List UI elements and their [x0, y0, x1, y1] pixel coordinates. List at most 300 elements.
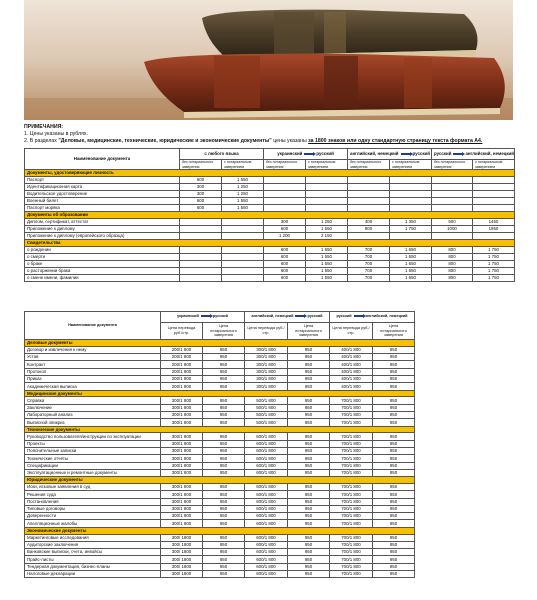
- price-cell: 950: [373, 505, 415, 512]
- price-cell: 300/1 800: [161, 513, 203, 520]
- price-cell: 950: [203, 383, 245, 390]
- price-cell: 950: [288, 469, 330, 476]
- table-row: [25, 483, 415, 490]
- price-cell: 950: [373, 419, 415, 426]
- price-cell: 700/1 800: [330, 498, 373, 505]
- price-cell: 800: [348, 225, 390, 232]
- language-pair-header: [348, 149, 432, 160]
- price-cell: 950: [373, 498, 415, 505]
- price-cell: 950: [288, 375, 330, 382]
- table-row: [25, 197, 515, 204]
- price-cell: 700/1 800: [330, 411, 373, 418]
- price-cell: 950: [203, 520, 245, 527]
- price-cell: 950: [203, 440, 245, 447]
- target-language: английский, немецкий: [465, 151, 514, 157]
- price-cell: 950: [373, 513, 415, 520]
- price-cell: 950: [288, 411, 330, 418]
- column-subheader: Цена перевода руб./стр.: [161, 323, 203, 340]
- document-name-cell: Технические отчёты: [25, 455, 161, 462]
- price-cell: 200/1 800: [161, 368, 203, 375]
- notes-title: ПРИМЕЧАНИЯ:: [24, 124, 64, 130]
- section-header-row: [25, 426, 415, 433]
- price-cell: [390, 232, 432, 239]
- price-cell: 700: [348, 246, 390, 253]
- price-cell: 600/1 800: [245, 433, 288, 440]
- price-cell: 300/1 800: [161, 419, 203, 426]
- table-row: [25, 505, 415, 512]
- price-cell: 300/ 1800: [161, 534, 203, 541]
- price-cell: 300/1 800: [161, 498, 203, 505]
- price-cell: 300: [180, 190, 222, 197]
- price-cell: 700/1 800: [330, 556, 373, 563]
- price-cell: 800: [432, 260, 473, 267]
- price-cell: 300/1 800: [161, 397, 203, 404]
- notes-line-2-mid: цены указаны: [271, 138, 309, 144]
- price-cell: [306, 204, 348, 211]
- column-subheader: Цена нотариального заверения: [288, 323, 330, 340]
- price-cell: 1 650: [390, 253, 432, 260]
- price-cell: [432, 204, 473, 211]
- document-name-cell: Приказ: [25, 375, 161, 382]
- price-cell: 700/1 800: [330, 447, 373, 454]
- price-table-specialized-documents: [24, 311, 415, 578]
- document-name-cell: о рождении: [25, 246, 180, 253]
- document-name-cell: Академическая выписка: [25, 383, 161, 390]
- price-cell: [390, 204, 432, 211]
- table-row: [25, 411, 415, 418]
- price-cell: [180, 225, 222, 232]
- price-cell: 950: [373, 404, 415, 411]
- document-name-cell: Прайс-листы: [25, 556, 161, 563]
- price-cell: 300/ 1800: [161, 563, 203, 570]
- price-cell: 950: [203, 375, 245, 382]
- document-name-cell: Тендерная документация, бизнес-планы: [25, 563, 161, 570]
- document-name-cell: Руководство пользователя/инструкции по эксплуатации: [25, 433, 161, 440]
- price-cell: [264, 183, 306, 190]
- price-cell: [348, 183, 390, 190]
- table-row: [25, 541, 415, 548]
- document-name-cell: Выписной эпикриз: [25, 419, 161, 426]
- document-name-cell: Банковские выписки, счета, инвойсы: [25, 549, 161, 556]
- price-cell: [432, 190, 473, 197]
- source-language: английский, немецкий: [251, 314, 294, 319]
- table-row: [25, 190, 515, 197]
- price-cell: 600: [180, 197, 222, 204]
- source-language: с любого языка: [204, 151, 239, 157]
- price-cell: 1 750: [473, 260, 515, 267]
- price-cell: 300/1 800: [161, 433, 203, 440]
- table-row: [25, 354, 415, 361]
- price-cell: 1 550: [222, 204, 264, 211]
- column-subheader: Цена нотариального заверения: [373, 323, 415, 340]
- price-cell: 800: [432, 253, 473, 260]
- table-row: [25, 204, 515, 211]
- section-header-row: [25, 527, 415, 534]
- column-header-document-name: Наименование документа: [25, 149, 180, 170]
- target-language: английский, немецкий: [365, 314, 408, 319]
- table-row: [25, 183, 515, 190]
- price-cell: 300/1 800: [245, 361, 288, 368]
- price-cell: 600: [264, 274, 306, 281]
- source-language: украинский: [177, 314, 199, 319]
- price-cell: 1 550: [222, 197, 264, 204]
- price-cell: 950: [373, 361, 415, 368]
- price-cell: 950: [373, 483, 415, 490]
- notes-line-2-highlight: за 1800 знаков или одну стандартную страницу текста формата А4.: [308, 138, 483, 144]
- price-cell: 950: [203, 571, 245, 578]
- old-books-photo: [24, 0, 513, 120]
- price-cell: [432, 197, 473, 204]
- price-cell: 600/1 800: [245, 440, 288, 447]
- price-cell: 950: [203, 419, 245, 426]
- price-cell: 950: [288, 513, 330, 520]
- price-cell: [473, 176, 515, 183]
- document-name-cell: Идентификационная карта: [25, 183, 180, 190]
- price-cell: 300/1 800: [161, 404, 203, 411]
- price-cell: 700/1 800: [330, 440, 373, 447]
- notes-line-2-prefix: 2. В разделах: [24, 138, 59, 144]
- price-cell: 400: [348, 218, 390, 225]
- price-cell: 950: [203, 354, 245, 361]
- price-cell: 600/1 800: [245, 498, 288, 505]
- section-title: Технические документы: [25, 426, 415, 433]
- price-cell: 950: [203, 361, 245, 368]
- table-row: [25, 455, 415, 462]
- price-cell: 1950: [473, 225, 515, 232]
- price-cell: 1 650: [390, 260, 432, 267]
- price-cell: 950: [288, 455, 330, 462]
- price-cell: 1450: [473, 218, 515, 225]
- price-cell: 600/1 800: [245, 469, 288, 476]
- price-cell: [473, 204, 515, 211]
- price-cell: 500: [432, 218, 473, 225]
- price-cell: [222, 260, 264, 267]
- price-cell: 200/1 800: [161, 354, 203, 361]
- price-cell: 700/1 800: [330, 520, 373, 527]
- column-header-document-name: Наименование документа: [25, 312, 161, 340]
- table-row: [25, 375, 415, 382]
- column-subheader: с нотариальным заверением: [473, 160, 515, 170]
- language-pair-header: [161, 312, 245, 323]
- price-cell: [348, 232, 390, 239]
- price-cell: 950: [288, 498, 330, 505]
- price-cell: 400/1 800: [330, 361, 373, 368]
- price-cell: 950: [288, 549, 330, 556]
- price-cell: 300/1 800: [161, 455, 203, 462]
- price-cell: 700/1 800: [330, 513, 373, 520]
- price-cell: 600/1 800: [245, 556, 288, 563]
- price-cell: 950: [288, 361, 330, 368]
- price-table-personal-documents: [24, 148, 515, 282]
- section-title: Экономические документы: [25, 527, 415, 534]
- section-header-row: [25, 170, 515, 177]
- price-cell: 950: [373, 447, 415, 454]
- price-cell: 1 250: [222, 190, 264, 197]
- price-cell: 1 550: [222, 176, 264, 183]
- table-row: [25, 368, 415, 375]
- price-cell: 950: [203, 346, 245, 353]
- price-cell: 950: [203, 455, 245, 462]
- price-cell: 300/1 800: [161, 491, 203, 498]
- price-cell: 700/1 800: [330, 534, 373, 541]
- notes-line-2: [24, 138, 514, 145]
- table-row: [25, 361, 415, 368]
- price-cell: 400/1 800: [330, 368, 373, 375]
- table-row: [25, 513, 415, 520]
- price-cell: 800: [432, 267, 473, 274]
- price-cell: [390, 197, 432, 204]
- price-cell: 700/1 800: [330, 571, 373, 578]
- price-cell: 950: [373, 375, 415, 382]
- price-cell: [180, 232, 222, 239]
- price-cell: 300/1 800: [161, 520, 203, 527]
- price-cell: 800: [432, 246, 473, 253]
- target-language: русский: [212, 314, 228, 319]
- price-cell: 600/1 800: [245, 549, 288, 556]
- price-cell: [222, 246, 264, 253]
- price-cell: 300/1 800: [245, 383, 288, 390]
- price-cell: 700: [348, 274, 390, 281]
- price-cell: 950: [288, 505, 330, 512]
- price-cell: 950: [373, 469, 415, 476]
- language-pair-header: [180, 149, 264, 160]
- price-cell: 1 750: [473, 246, 515, 253]
- price-cell: 600/1 800: [245, 505, 288, 512]
- price-cell: 600/1 800: [245, 563, 288, 570]
- table-row: [25, 440, 415, 447]
- document-name-cell: о браке: [25, 260, 180, 267]
- price-cell: 950: [203, 534, 245, 541]
- price-cell: 950: [288, 433, 330, 440]
- table-row: [25, 397, 415, 404]
- price-cell: [473, 232, 515, 239]
- document-name-cell: Военный билет: [25, 197, 180, 204]
- price-cell: [264, 204, 306, 211]
- price-cell: [180, 246, 222, 253]
- price-cell: 950: [288, 354, 330, 361]
- column-subheader: Цена перевода руб./стр.: [330, 323, 373, 340]
- table-header-row: [25, 149, 515, 160]
- price-cell: 950: [373, 571, 415, 578]
- section-header-row: [25, 477, 415, 484]
- price-cell: 950: [373, 383, 415, 390]
- price-cell: 700/1 800: [330, 397, 373, 404]
- section-title: Свидетельства: [25, 239, 515, 246]
- price-cell: [348, 176, 390, 183]
- price-cell: 1 550: [306, 253, 348, 260]
- price-cell: 600/1 800: [245, 571, 288, 578]
- document-name-cell: Контракт: [25, 361, 161, 368]
- price-cell: 950: [203, 397, 245, 404]
- price-cell: 300/1 800: [245, 346, 288, 353]
- price-cell: [222, 218, 264, 225]
- price-cell: 700/1 800: [330, 462, 373, 469]
- price-cell: 600: [264, 260, 306, 267]
- price-cell: 600/1 800: [245, 520, 288, 527]
- table-row: [25, 253, 515, 260]
- price-cell: 300/1 800: [245, 354, 288, 361]
- table-row: [25, 549, 415, 556]
- document-name-cell: Пояснительные записки: [25, 447, 161, 454]
- price-cell: 950: [288, 491, 330, 498]
- language-pair-header: [245, 312, 330, 323]
- price-cell: 700/1 800: [330, 505, 373, 512]
- table-row: [25, 218, 515, 225]
- price-cell: 2 150: [306, 232, 348, 239]
- price-cell: [180, 260, 222, 267]
- price-cell: 950: [373, 440, 415, 447]
- table-row: [25, 419, 415, 426]
- table-row: [25, 556, 415, 563]
- price-cell: [222, 232, 264, 239]
- target-language: русский: [412, 151, 430, 157]
- section-header-row: [25, 340, 415, 347]
- price-cell: 1 750: [473, 253, 515, 260]
- arrow-right-icon: [295, 315, 305, 317]
- document-name-cell: Договор и извлечения к нему: [25, 346, 161, 353]
- price-cell: 1000: [432, 225, 473, 232]
- price-cell: 950: [373, 433, 415, 440]
- notes-line-1: 1. Цены указаны в рублях.: [24, 131, 88, 137]
- column-subheader: с нотариальным заверением: [222, 160, 264, 170]
- price-cell: 600: [180, 204, 222, 211]
- price-cell: [306, 183, 348, 190]
- price-cell: 950: [288, 483, 330, 490]
- price-cell: 950: [288, 563, 330, 570]
- price-cell: 950: [203, 505, 245, 512]
- price-cell: [348, 197, 390, 204]
- price-cell: 700: [348, 260, 390, 267]
- table-header-row: [25, 312, 415, 323]
- section-header-row: [25, 239, 515, 246]
- price-cell: 700/1 800: [330, 433, 373, 440]
- price-cell: 600/1 800: [245, 483, 288, 490]
- price-cell: 600/1 800: [245, 513, 288, 520]
- price-cell: 950: [203, 491, 245, 498]
- section-title: Медицинские документы: [25, 390, 415, 397]
- document-name-cell: Решения суда: [25, 491, 161, 498]
- price-cell: 950: [203, 513, 245, 520]
- document-name-cell: Паспорт: [25, 176, 180, 183]
- price-cell: 950: [373, 411, 415, 418]
- price-cell: [306, 197, 348, 204]
- price-cell: 950: [288, 541, 330, 548]
- source-language: русский: [434, 151, 452, 157]
- price-cell: 950: [288, 383, 330, 390]
- price-cell: 950: [203, 462, 245, 469]
- price-cell: 950: [288, 520, 330, 527]
- price-cell: [264, 197, 306, 204]
- price-cell: 950: [203, 411, 245, 418]
- document-name-cell: Иски, исковые заявления в суд: [25, 483, 161, 490]
- price-cell: 950: [373, 534, 415, 541]
- price-cell: 700/1 800: [330, 541, 373, 548]
- price-cell: 950: [203, 447, 245, 454]
- price-cell: 600: [264, 225, 306, 232]
- price-cell: 950: [288, 571, 330, 578]
- price-cell: 1 550: [306, 225, 348, 232]
- price-cell: 300/1 800: [161, 411, 203, 418]
- target-language: русский: [316, 151, 334, 157]
- price-cell: 1 750: [390, 225, 432, 232]
- price-cell: [432, 176, 473, 183]
- price-cell: 400/1 800: [330, 375, 373, 382]
- price-cell: 600: [264, 253, 306, 260]
- table-row: [25, 267, 515, 274]
- price-cell: 200/1 800: [161, 375, 203, 382]
- price-cell: 1 550: [306, 246, 348, 253]
- price-cell: [180, 253, 222, 260]
- table-row: [25, 498, 415, 505]
- document-name-cell: Спецификации: [25, 462, 161, 469]
- price-cell: [432, 183, 473, 190]
- price-cell: 700/1 800: [330, 455, 373, 462]
- price-cell: 950: [288, 440, 330, 447]
- price-cell: 1 550: [306, 260, 348, 267]
- section-title: Документы об образовании: [25, 212, 515, 219]
- document-name-cell: о смерти: [25, 253, 180, 260]
- section-title: Документы, удостоверяющие личность: [25, 170, 515, 177]
- price-cell: 950: [288, 556, 330, 563]
- price-cell: 950: [203, 498, 245, 505]
- table-row: [25, 232, 515, 239]
- document-name-cell: Приложение к диплому: [25, 225, 180, 232]
- price-cell: 600: [264, 267, 306, 274]
- arrow-right-icon: [401, 153, 411, 155]
- price-cell: 1 650: [390, 274, 432, 281]
- price-cell: 400/1 800: [330, 383, 373, 390]
- price-cell: 1 200: [264, 232, 306, 239]
- price-cell: 950: [288, 419, 330, 426]
- document-name-cell: Паспорт моряка: [25, 204, 180, 211]
- price-cell: 600: [180, 176, 222, 183]
- price-cell: 950: [288, 346, 330, 353]
- price-cell: 950: [288, 462, 330, 469]
- price-cell: 950: [373, 520, 415, 527]
- price-cell: 1 650: [390, 246, 432, 253]
- table-row: [25, 383, 415, 390]
- price-cell: 200/1 800: [161, 383, 203, 390]
- price-cell: 700/1 800: [330, 483, 373, 490]
- arrow-right-icon: [304, 153, 314, 155]
- price-cell: [432, 232, 473, 239]
- price-cell: 950: [203, 469, 245, 476]
- price-cell: 950: [288, 404, 330, 411]
- document-name-cell: Аудиторские заключения: [25, 541, 161, 548]
- price-cell: 700: [348, 267, 390, 274]
- table-row: [25, 346, 415, 353]
- section-header-row: [25, 212, 515, 219]
- column-subheader: с нотариальным заверением: [306, 160, 348, 170]
- price-cell: 500/1 800: [245, 419, 288, 426]
- price-cell: 200/1 800: [161, 361, 203, 368]
- price-cell: 950: [373, 368, 415, 375]
- document-name-cell: Доверенности: [25, 513, 161, 520]
- table-row: [25, 469, 415, 476]
- price-cell: 950: [203, 556, 245, 563]
- price-cell: 950: [373, 354, 415, 361]
- document-name-cell: Устав: [25, 354, 161, 361]
- source-language: украинский: [277, 151, 303, 157]
- document-name-cell: Протокол: [25, 368, 161, 375]
- price-cell: 950: [203, 483, 245, 490]
- price-cell: 1 550: [306, 274, 348, 281]
- notes-line-2-bold: "Деловые, медицинские, технические, юридические и экономические документы": [58, 138, 272, 144]
- arrow-right-icon: [354, 315, 364, 317]
- price-cell: 600/1 800: [245, 462, 288, 469]
- column-subheader: с нотариальным заверением: [390, 160, 432, 170]
- price-cell: [264, 190, 306, 197]
